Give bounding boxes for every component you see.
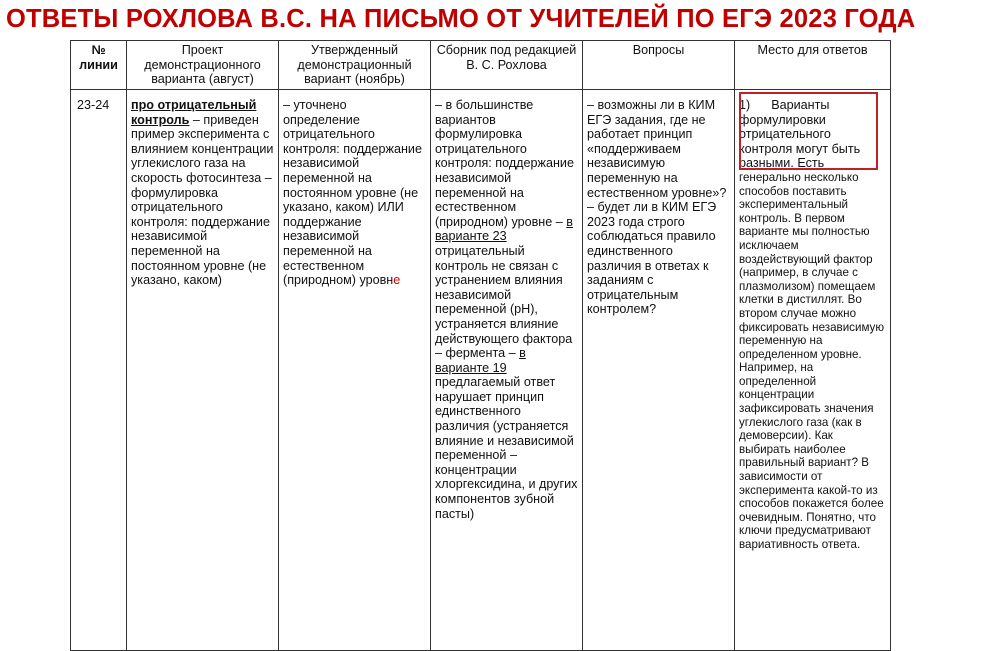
cell-collection xyxy=(431,90,583,651)
table-row xyxy=(71,90,891,651)
header-collection: Сборник под редакцией В. С. Рохлова xyxy=(431,41,583,90)
cell-num: 23-24 xyxy=(71,90,127,651)
project-text: – приведен пример эксперимента с влиянием концентрации углекислого газа на скорость фотосинтеза – формулировка отрицательного контроля: поддержание независимой переменной на постоянном уровне (не указано, каком) xyxy=(131,112,274,288)
header-approved: Утвержденный демонстрационный вариант (ноябрь) xyxy=(279,41,431,90)
approved-last-letter: е xyxy=(393,273,401,288)
collection-v19-label: в варианте 19 xyxy=(435,346,526,375)
table-header-row xyxy=(71,41,891,90)
header-questions: Вопросы xyxy=(583,41,735,90)
collection-intro: – в большинстве вариантов формулировка отрицательного контроля: поддержание независимой переменной на естественном (природном) уровне xyxy=(435,98,574,229)
header-answers: Место для ответов xyxy=(735,41,891,90)
cell-approved xyxy=(279,90,431,651)
approved-text: – уточнено определение отрицательного контроля: поддержание независимой переменной на постоянном уровне (не указано, каком) ИЛИ поддержание независимой переменной на естественном (природном) уровн xyxy=(283,98,422,288)
question-2: – будет ли в КИМ ЕГЭ 2023 года строго соблюдаться правило единственного различия в ответах к заданиям с отрицательным контролем? xyxy=(587,200,717,317)
collection-v19-text: предлагаемый ответ нарушает принцип единственного различия (устраняется влияние и независимой переменной – концентрации хлоргексидина, и других компонентов зубной пасты) xyxy=(435,375,578,521)
highlight-box xyxy=(739,92,878,170)
header-num: № линии xyxy=(71,41,127,90)
answer-text: генерально несколько способов поставить экспериментальный контроль. В первом варианте мы полностью исключаем воздействующий фактор (например, в случае с плазмолизом) помещаем клетки в дистиллят. Во втором случае можно фиксировать независимую переменную на определенном уровне. Например, на определенной концентрации зафиксировать значения углекислого газа (как в демоверсии). Как выбирать наиболее правильный вариант? В зависимости от эксперимента какой-то из способов покажется более очевидным. Понятно, что ключи предусматривают вариативность ответа. xyxy=(739,170,885,551)
answer-lead: 1) Варианты формулировки отрицательного контроля могут быть разными. Есть xyxy=(739,98,864,171)
cell-questions xyxy=(583,90,735,651)
page-title: ОТВЕТЫ РОХЛОВА В.С. НА ПИСЬМО ОТ УЧИТЕЛЕЙ ПО ЕГЭ 2023 ГОДА xyxy=(6,5,916,33)
collection-dash: – xyxy=(555,214,563,229)
collection-v23-label: в варианте 23 xyxy=(435,214,573,244)
collection-v23-text: отрицательный контроль не связан с устранением влияния независимой переменной (pH), устраняется влияние действующего фактора – фермента – xyxy=(435,243,573,361)
header-project: Проект демонстрационного варианта (август) xyxy=(127,41,279,90)
project-title: про отрицательный контроль xyxy=(131,98,257,127)
question-1: – возможны ли в КИМ ЕГЭ задания, где не работает принцип «поддерживаем независимую переменную на естественном уровне»? xyxy=(587,98,727,200)
cell-project xyxy=(127,90,279,651)
cell-answers xyxy=(735,90,891,651)
